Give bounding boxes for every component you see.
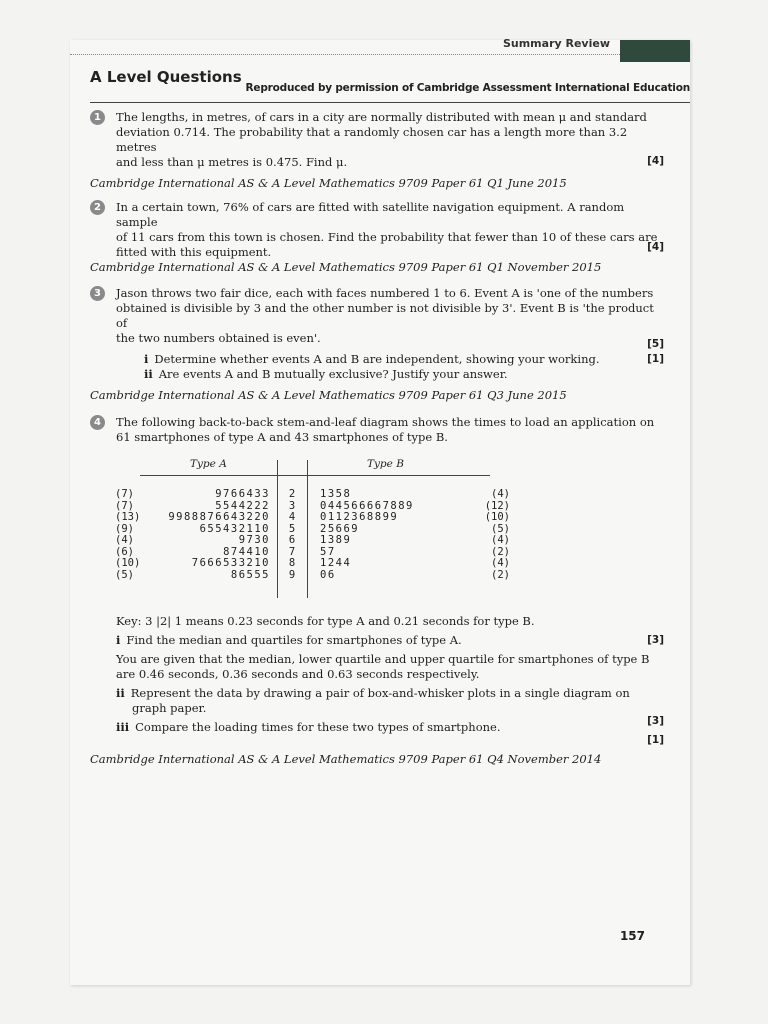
stem-value: 2 xyxy=(288,488,296,500)
type-b-count: (4) xyxy=(491,557,510,569)
question-line: deviation 0.714. The probability that a randomly chosen car has a length more than 3.2 metres xyxy=(116,125,628,154)
type-a-count: (6) xyxy=(115,545,134,558)
stem-value: 7 xyxy=(288,545,296,558)
type-a-count: (9) xyxy=(115,522,134,535)
stem-leaf-diagram xyxy=(115,458,510,598)
type-a-count: (13) xyxy=(115,511,141,523)
chapter-tab xyxy=(620,40,690,62)
marks: [4] xyxy=(647,155,664,167)
type-a-count: (5) xyxy=(115,568,134,581)
type-a-leaves: 874410 xyxy=(223,545,270,558)
type-b-leaves: 06 xyxy=(320,568,336,581)
question-part: ii Represent the data by drawing a pair of box-and-whisker plots in a single diagram on graph paper. xyxy=(116,686,630,715)
type-a-leaves: 5544222 xyxy=(215,499,270,512)
type-a-count: (4) xyxy=(115,534,134,546)
heading-rule xyxy=(140,475,490,476)
section-title: A Level Questions xyxy=(90,68,242,86)
page-number: 157 xyxy=(619,929,645,943)
stem-value: 6 xyxy=(288,534,296,546)
question-part: i Find the median and quartiles for smartphones of type A. xyxy=(116,633,462,647)
question-source: Cambridge International AS & A Level Mathematics 9709 Paper 61 Q3 June 2015 xyxy=(90,388,567,402)
question-number: 3 xyxy=(90,286,105,301)
type-a-count: (10) xyxy=(115,557,141,569)
question-part: i Determine whether events A and B are independent, showing your working. xyxy=(144,352,600,366)
type-b-leaves: 25669 xyxy=(320,522,360,535)
stem-value: 3 xyxy=(288,499,296,512)
type-a-leaves: 7666533210 xyxy=(191,557,270,569)
question-line: The lengths, in metres, of cars in a city are normally distributed with mean μ and standard xyxy=(116,110,647,124)
type-a-count: (7) xyxy=(115,499,134,512)
type-b-count: (4) xyxy=(491,534,510,546)
question-1 xyxy=(90,110,664,170)
type-a-leaves: 86555 xyxy=(230,568,270,581)
stem-leaf-row xyxy=(115,500,510,511)
question-line: the two numbers obtained is even'. xyxy=(116,331,321,345)
stem-leaf-row xyxy=(115,511,510,522)
stem-value: 4 xyxy=(288,511,296,523)
given-info: You are given that the median, lower quartile and upper quartile for smartphones of type B are 0.46 seconds, 0.36 seconds and 0.63 seconds respectively. xyxy=(116,652,650,681)
question-source: Cambridge International AS & A Level Mathematics 9709 Paper 61 Q4 November 2014 xyxy=(90,752,602,766)
question-source: Cambridge International AS & A Level Mathematics 9709 Paper 61 Q1 June 2015 xyxy=(90,176,567,190)
type-b-leaves: 0112368899 xyxy=(320,511,399,523)
marks: [5] xyxy=(647,338,664,350)
type-a-leaves: 655432110 xyxy=(199,522,270,535)
stem-value: 8 xyxy=(288,557,296,569)
stem-leaf-row xyxy=(115,546,510,557)
question-3 xyxy=(90,286,664,382)
type-b-leaves: 57 xyxy=(320,545,336,558)
marks: [3] xyxy=(647,634,664,646)
type-a-count: (7) xyxy=(115,488,134,500)
question-line: 61 smartphones of type A and 43 smartphones of type B. xyxy=(116,430,448,444)
type-b-leaves: 1358 xyxy=(320,488,352,500)
type-b-count: (2) xyxy=(491,545,510,558)
question-line: The following back-to-back stem-and-leaf diagram shows the times to load an application on xyxy=(116,415,655,429)
question-part: iii Compare the loading times for these two types of smartphone. xyxy=(116,720,501,734)
stem-leaf-row xyxy=(115,488,510,499)
question-line: In a certain town, 76% of cars are fitted with satellite navigation equipment. A random sample xyxy=(116,200,625,229)
type-b-leaves: 044566667889 xyxy=(320,499,414,512)
question-number: 1 xyxy=(90,110,105,125)
type-b-count: (10) xyxy=(484,511,510,523)
stem-value: 9 xyxy=(288,568,296,581)
diagram-key: Key: 3 |2| 1 means 0.23 seconds for type A and 0.21 seconds for type B. xyxy=(116,614,535,628)
type-a-heading: Type A xyxy=(190,458,227,470)
question-line: of 11 cars from this town is chosen. Find the probability that fewer than 10 of these cars are xyxy=(116,230,658,244)
question-number: 4 xyxy=(90,415,105,430)
type-b-count: (2) xyxy=(491,568,510,581)
question-line: fitted with this equipment. xyxy=(116,245,272,259)
question-line: obtained is divisible by 3 and the other number is not divisible by 3'. Event B is 'the product of xyxy=(116,301,654,330)
question-4 xyxy=(90,415,660,445)
question-line: and less than μ metres is 0.475. Find μ. xyxy=(116,155,348,169)
type-b-leaves: 1389 xyxy=(320,534,352,546)
marks: [1] xyxy=(647,734,664,746)
type-b-count: (5) xyxy=(491,522,510,535)
running-header xyxy=(70,37,690,55)
question-source: Cambridge International AS & A Level Mathematics 9709 Paper 61 Q1 November 2015 xyxy=(90,260,602,274)
question-part: ii Are events A and B mutually exclusive? Justify your answer. xyxy=(144,367,508,381)
book-page xyxy=(70,37,690,985)
type-a-leaves: 9766433 xyxy=(215,488,270,500)
stem-value: 5 xyxy=(288,522,296,535)
title-rule xyxy=(90,102,690,103)
type-a-leaves: 9988876643220 xyxy=(168,511,270,523)
stem-leaf-row xyxy=(115,569,510,580)
question-2 xyxy=(90,200,664,260)
type-a-leaves: 9730 xyxy=(238,534,270,546)
question-number: 2 xyxy=(90,200,105,215)
type-b-count: (4) xyxy=(491,488,510,500)
question-4-continued xyxy=(90,614,664,746)
marks: [4] xyxy=(647,241,664,253)
type-b-count: (12) xyxy=(484,499,510,512)
permission-notice: Reproduced by permission of Cambridge Assessment International Education xyxy=(245,82,690,94)
marks: [3] xyxy=(647,715,664,727)
marks: [1] xyxy=(647,353,664,365)
stem-leaf-row xyxy=(115,557,510,568)
type-b-heading: Type B xyxy=(367,458,404,470)
question-line: Jason throws two fair dice, each with faces numbered 1 to 6. Event A is 'one of the numbers xyxy=(116,286,654,300)
stem-leaf-row xyxy=(115,534,510,545)
stem-leaf-row xyxy=(115,523,510,534)
type-b-leaves: 1244 xyxy=(320,557,352,569)
running-title: Summary Review xyxy=(502,37,610,50)
